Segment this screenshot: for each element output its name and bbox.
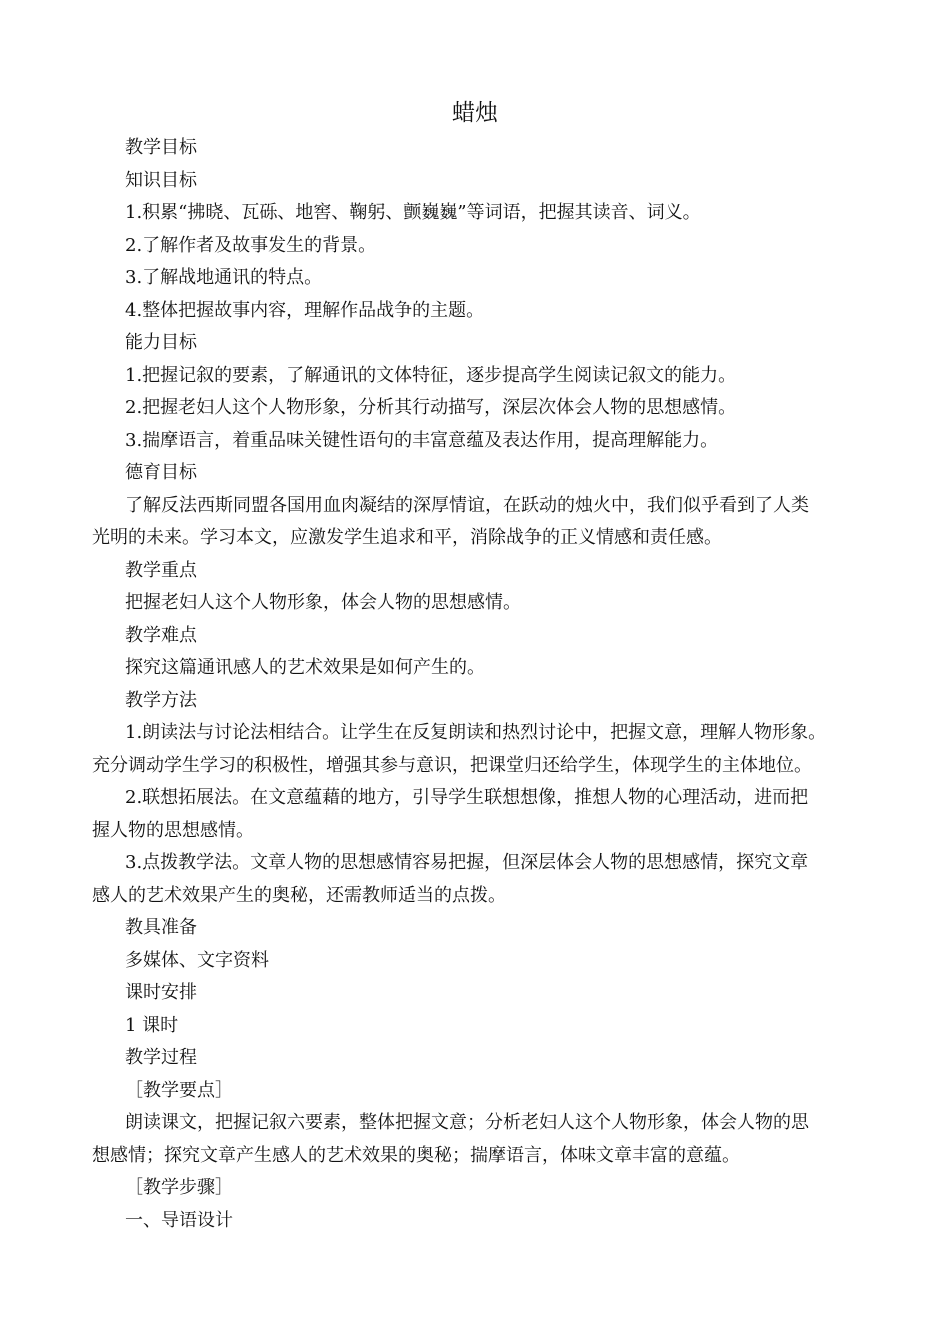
knowledge-item: 3.了解战地通讯的特点。 <box>125 267 323 288</box>
process-steps-heading: ［教学步骤］ <box>125 1177 233 1198</box>
method-paragraph <box>92 847 862 912</box>
method-paragraph <box>92 717 862 782</box>
heading-teaching-goals: 教学目标 <box>125 137 197 158</box>
paragraph-line: 3.点拨教学法。文章人物的思想感情容易把握，但深层体会人物的思想感情，探究文章 <box>125 852 809 873</box>
heading-methods: 教学方法 <box>125 689 197 711</box>
process-points-heading: ［教学要点］ <box>125 1079 233 1101</box>
paragraph-line: 朗读课文，把握记叙六要素，整体把握文意；分析老妇人这个人物形象，体会人物的思 <box>125 1112 809 1133</box>
ability-item: 2.把握老妇人这个人物形象，分析其行动描写，深层次体会人物的思想感情。 <box>125 397 737 418</box>
paragraph-line: 光明的未来。学习本文，应激发学生追求和平，消除战争的正义情感和责任感。 <box>92 527 722 548</box>
heading-tools: 教具准备 <box>125 917 197 938</box>
paragraph-line: 2.联想拓展法。在文意蕴藉的地方，引导学生联想想像，推想人物的心理活动，进而把 <box>125 787 809 808</box>
heading-difficulties: 教学难点 <box>125 624 197 646</box>
moral-goals-paragraph <box>92 490 862 555</box>
process-points-paragraph <box>92 1107 862 1172</box>
document-body <box>92 132 862 1237</box>
heading-process: 教学过程 <box>125 1047 197 1068</box>
knowledge-item: 1.积累“拂晓、瓦砾、地窖、鞠躬、颤巍巍”等词语，把握其读音、词义。 <box>125 202 701 223</box>
knowledge-item: 2.了解作者及故事发生的背景。 <box>125 234 377 256</box>
ability-item: 3.揣摩语言，着重品味关键性语句的丰富意蕴及表达作用，提高理解能力。 <box>125 429 719 451</box>
paragraph-line: 想感情；探究文章产生感人的艺术效果的奥秘；揣摩语言，体味文章丰富的意蕴。 <box>92 1144 740 1166</box>
ability-item: 1.把握记叙的要素，了解通讯的文体特征，逐步提高学生阅读记叙文的能力。 <box>125 364 737 386</box>
knowledge-item: 4.整体把握故事内容，理解作品战争的主题。 <box>125 299 485 321</box>
heading-ability-goals: 能力目标 <box>125 332 197 353</box>
step-heading: 一、导语设计 <box>125 1209 233 1231</box>
paragraph-line: 1.朗读法与讨论法相结合。让学生在反复朗读和热烈讨论中，把握文意，理解人物形象。 <box>125 722 827 743</box>
paragraph-line: 感人的艺术效果产生的奥秘，还需教师适当的点拨。 <box>92 884 506 906</box>
method-paragraph <box>92 782 862 847</box>
heading-schedule: 课时安排 <box>125 982 197 1003</box>
document-title: 蜡烛 <box>452 100 498 126</box>
heading-key-points: 教学重点 <box>125 559 197 581</box>
heading-moral-goals: 德育目标 <box>125 462 197 483</box>
tools-text: 多媒体、文字资料 <box>125 949 269 971</box>
paragraph-line: 了解反法西斯同盟各国用血肉凝结的深厚情谊，在跃动的烛火中，我们似乎看到了人类 <box>125 494 809 516</box>
paragraph-line: 充分调动学生学习的积极性，增强其参与意识，把课堂归还给学生，体现学生的主体地位。 <box>92 754 812 776</box>
difficulties-text: 探究这篇通讯感人的艺术效果是如何产生的。 <box>125 657 485 678</box>
paragraph-line: 握人物的思想感情。 <box>92 819 254 841</box>
heading-knowledge-goals: 知识目标 <box>125 169 197 191</box>
key-points-text: 把握老妇人这个人物形象，体会人物的思想感情。 <box>125 592 521 613</box>
schedule-text: 1 课时 <box>125 1014 179 1036</box>
